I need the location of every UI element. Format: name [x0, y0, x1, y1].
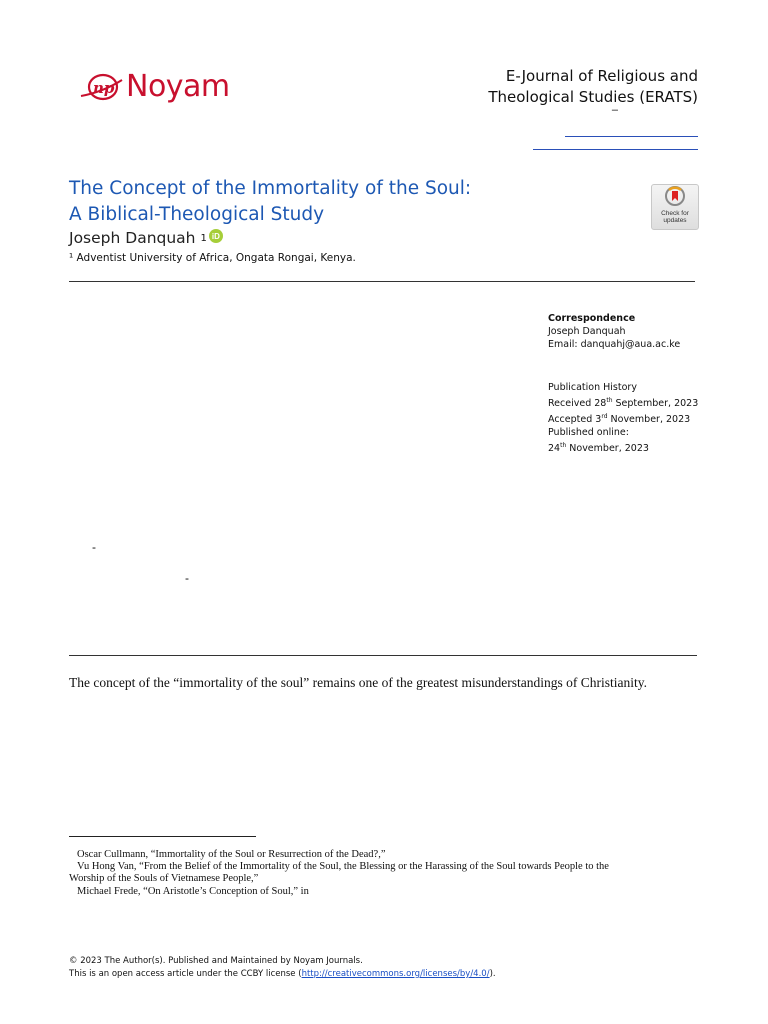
header-divider: [69, 281, 695, 282]
article-title-line1: The Concept of the Immortality of the Soul:: [69, 178, 472, 199]
journal-dash: –: [611, 104, 618, 116]
journal-name: [488, 66, 698, 108]
body-paragraph: The concept of the “immortality of the soul” remains one of the greatest misunderstandings of Christianity.: [69, 675, 647, 690]
article-title-line2: A Biblical-Theological Study: [69, 204, 325, 225]
correspondence-block: [548, 312, 680, 351]
check-for-updates-badge[interactable]: [651, 184, 699, 230]
history-published-label: Published online:: [548, 427, 629, 439]
license-link[interactable]: http://creativecommons.org/licenses/by/4.0/: [301, 969, 490, 979]
journal-link-underline-2[interactable]: [533, 149, 698, 150]
footnote-1: Oscar Cullmann, “Immortality of the Soul or Resurrection of the Dead?,”: [77, 849, 386, 860]
svg-text:np: np: [93, 79, 115, 97]
author-affiliation: ¹ Adventist University of Africa, Ongata Rongai, Kenya.: [69, 252, 356, 264]
correspondence-name: Joseph Danquah: [548, 326, 626, 337]
article-title: [69, 176, 471, 228]
copyright-line: © 2023 The Author(s). Published and Maintained by Noyam Journals.: [69, 956, 363, 966]
stray-dash-2: -: [185, 571, 189, 585]
history-accepted: Accepted 3rd November, 2023: [548, 413, 691, 426]
publication-history: [548, 381, 698, 455]
license-footer: [69, 955, 496, 981]
journal-name-line1: E-Journal of Religious and: [505, 67, 698, 85]
noyam-mark-icon: [78, 72, 124, 102]
footnote-divider: [69, 836, 256, 837]
footnote-2-cont: Worship of the Souls of Vietnamese People,”: [69, 873, 259, 884]
crossmark-icon: [664, 185, 686, 209]
license-line: This is an open access article under the CCBY license (http://creativecommons.org/licenses/by/4.0/).: [69, 969, 496, 979]
author-affiliation-mark: 1: [200, 232, 207, 244]
author-row: [69, 229, 223, 247]
correspondence-email[interactable]: Email: danquahj@aua.ac.ke: [548, 339, 681, 350]
orcid-icon[interactable]: iD: [209, 229, 223, 243]
author-name: Joseph Danquah: [69, 229, 196, 247]
publisher-logo[interactable]: [78, 69, 230, 104]
stray-dash-1: -: [92, 540, 96, 554]
history-published: 24th November, 2023: [548, 442, 649, 455]
abstract-divider: [69, 655, 697, 656]
journal-name-line2: Theological Studies (ERATS): [488, 88, 698, 106]
history-heading: Publication History: [548, 382, 637, 393]
check-for-updates-label: Check for updates: [661, 210, 689, 224]
journal-link-underline[interactable]: [565, 136, 698, 137]
footnote-2: Vu Hong Van, “From the Belief of the Immortality of the Soul, the Blessing or the Harassing of the Soul towards People to the: [77, 861, 609, 872]
footnote-3: Michael Frede, “On Aristotle’s Conception of Soul,” in: [77, 886, 309, 897]
correspondence-heading: Correspondence: [548, 313, 636, 324]
logo-text: Noyam: [126, 69, 230, 104]
history-received: Received 28th September, 2023: [548, 397, 699, 410]
